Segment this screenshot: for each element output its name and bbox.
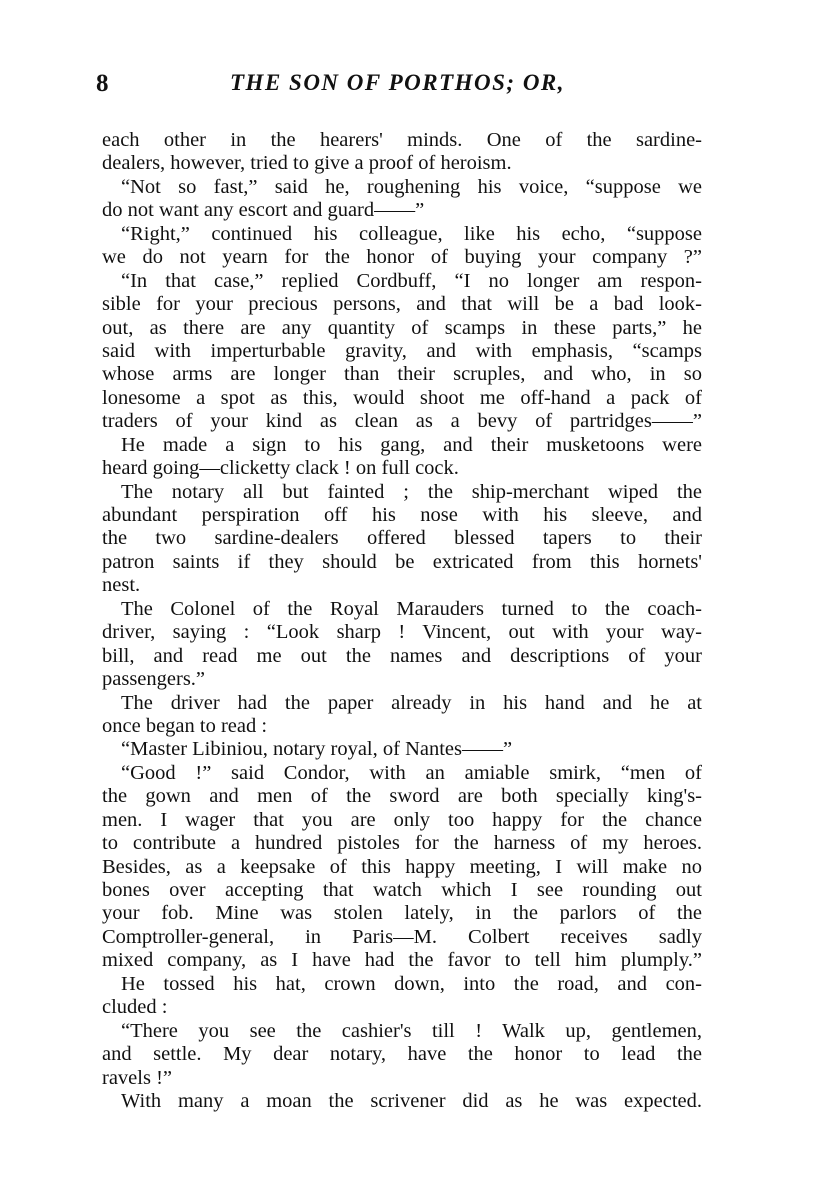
text-line: “Not so fast,” said he, roughening his voice, “suppose we [121,175,702,198]
running-head [96,70,706,104]
text-line: driver, saying : “Look sharp ! Vincent, out with your way- [102,621,702,644]
text-line: said with imperturbable gravity, and with emphasis, “scamps [102,339,702,362]
text-line: traders of your kind as clean as a bevy of partridges——” [102,410,702,433]
running-title: THE SON OF PORTHOS; OR, [230,70,566,95]
text-line: your fob. Mine was stolen lately, in the parlors of the [102,902,702,925]
text-line: He tossed his hat, crown down, into the road, and con- [121,972,702,995]
text-line: “Right,” continued his colleague, like his echo, “suppose [121,222,702,245]
text-line: and settle. My dear notary, have the honor to lead the [102,1043,702,1066]
text-line: the two sardine-dealers offered blessed tapers to their [102,527,702,550]
page-number: 8 [96,70,109,97]
text-line: to contribute a hundred pistoles for the harness of my heroes. [102,832,702,855]
text-line: men. I wager that you are only too happy for the chance [102,808,702,831]
text-line: cluded : [102,996,168,1019]
text-line: bill, and read me out the names and descriptions of your [102,644,702,667]
text-line: out, as there are any quantity of scamps in these parts,” he [102,316,702,339]
text-line: once began to read : [102,714,268,737]
text-line: “In that case,” replied Cordbuff, “I no longer am respon- [121,269,702,292]
text-line: sible for your precious persons, and that will be a bad look- [102,293,702,316]
text-line: lonesome a spot as this, would shoot me off-hand a pack of [102,386,702,409]
text-line: Besides, as a keepsake of this happy meeting, I will make no [102,855,702,878]
text-line: we do not yearn for the honor of buying your company ?” [102,246,702,269]
text-line: the gown and men of the sword are both specially king's- [102,785,702,808]
text-line: abundant perspiration off his nose with his sleeve, and [102,504,702,526]
text-line: bones over accepting that watch which I see rounding out [102,879,702,901]
text-line: each other in the hearers' minds. One of the sardine- [102,129,702,151]
text-line: “There you see the cashier's till ! Walk up, gentlemen, [121,1019,702,1042]
text-line: “Master Libiniou, notary royal, of Nantes——” [121,738,513,761]
text-line: dealers, however, tried to give a proof of heroism. [102,152,512,175]
text-line: He made a sign to his gang, and their musketoons were [121,433,702,456]
text-line: mixed company, as I have had the favor to tell him plumply.” [102,949,702,972]
text-line: patron saints if they should be extricated from this hornets' [102,550,702,573]
text-line: Comptroller-general, in Paris—M. Colbert receives sadly [102,925,702,948]
text-line: passengers.” [102,668,206,691]
text-line: With many a moan the scrivener did as he was expected. [121,1089,702,1112]
text-line: “Good !” said Condor, with an amiable smirk, “men of [121,761,702,784]
text-line: nest. [102,574,141,597]
body-text [102,129,702,1113]
text-line: heard going—clicketty clack ! on full cock. [102,457,459,480]
text-line: The notary all but fainted ; the ship-merchant wiped the [121,480,702,503]
text-line: ravels !” [102,1066,172,1089]
text-line: The Colonel of the Royal Marauders turned to the coach- [121,597,702,620]
text-line: do not want any escort and guard——” [102,199,425,222]
text-line: The driver had the paper already in his hand and he at [121,691,702,714]
text-line: whose arms are longer than their scruples, and who, in so [102,363,702,386]
